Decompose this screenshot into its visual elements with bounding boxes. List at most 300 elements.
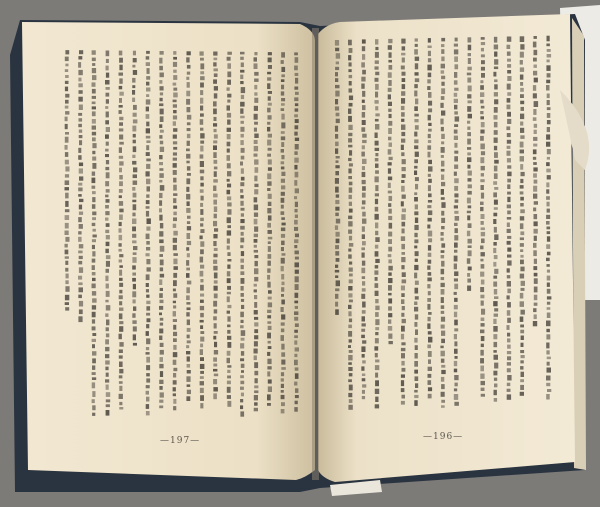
text-stroke — [467, 132, 471, 136]
text-stroke — [227, 225, 231, 228]
text-stroke — [200, 128, 203, 131]
text-stroke — [267, 127, 270, 132]
text-stroke — [133, 167, 137, 172]
text-stroke — [428, 380, 432, 385]
text-stroke — [65, 160, 69, 165]
text-stroke — [401, 293, 404, 297]
text-stroke — [468, 53, 471, 56]
text-stroke — [348, 393, 352, 397]
text-stroke — [389, 157, 393, 160]
text-stroke — [533, 266, 537, 270]
text-stroke — [455, 383, 458, 387]
text-stroke — [547, 227, 551, 230]
text-stroke — [227, 184, 231, 188]
text-stroke — [255, 378, 258, 383]
text-stroke — [240, 140, 243, 145]
text-stroke — [213, 109, 217, 115]
text-stroke — [375, 133, 378, 139]
text-stroke — [213, 101, 217, 106]
text-stroke — [146, 136, 151, 139]
text-stroke — [375, 373, 378, 378]
text-stroke — [159, 103, 163, 106]
text-stroke — [213, 52, 217, 56]
text-stroke — [441, 96, 445, 100]
text-stroke — [227, 120, 231, 125]
text-stroke — [173, 135, 177, 139]
text-stroke — [428, 210, 432, 215]
text-stroke — [187, 328, 191, 332]
text-stroke — [414, 273, 417, 279]
text-stroke — [105, 313, 108, 317]
text-stroke — [547, 127, 550, 132]
text-stroke — [254, 176, 257, 182]
text-stroke — [295, 367, 299, 370]
text-stroke — [186, 77, 189, 80]
text-stroke — [494, 227, 497, 233]
text-stroke — [362, 241, 366, 245]
text-stroke — [160, 343, 164, 347]
text-stroke — [200, 300, 204, 303]
text-stroke — [520, 185, 524, 189]
text-stroke — [414, 132, 417, 137]
text-stroke — [521, 288, 525, 291]
text-stroke — [227, 265, 230, 269]
text-stroke — [214, 58, 218, 61]
text-stroke — [481, 185, 484, 190]
text-stroke — [147, 186, 151, 191]
text-stroke — [213, 336, 216, 340]
text-stroke — [187, 122, 191, 125]
text-stroke — [468, 45, 472, 51]
text-stroke — [480, 144, 485, 150]
text-stroke — [200, 146, 203, 152]
text-stroke — [200, 265, 204, 269]
text-stroke — [375, 164, 379, 168]
text-stroke — [159, 400, 163, 403]
text-stroke — [267, 72, 271, 75]
text-stroke — [428, 260, 432, 264]
text-stroke — [213, 179, 218, 182]
text-stroke — [454, 80, 458, 84]
text-stroke — [254, 184, 258, 187]
text-stroke — [507, 37, 512, 42]
text-stroke — [133, 119, 138, 123]
text-stroke — [106, 127, 110, 132]
text-stroke — [160, 267, 163, 271]
text-stroke — [173, 158, 177, 161]
text-stroke — [159, 180, 162, 183]
text-stroke — [186, 187, 189, 192]
text-stroke — [79, 309, 83, 314]
text-stroke — [507, 302, 511, 307]
text-stroke — [106, 404, 110, 407]
text-stroke — [375, 124, 379, 130]
text-stroke — [375, 265, 379, 268]
text-stroke — [361, 127, 365, 132]
text-stroke — [268, 297, 272, 300]
text-stroke — [547, 289, 551, 294]
text-stroke — [454, 156, 458, 161]
text-stroke — [146, 283, 149, 287]
text-stroke — [348, 69, 351, 72]
text-stroke — [534, 295, 538, 301]
text-stroke — [281, 294, 284, 297]
text-stroke — [401, 257, 405, 262]
text-stroke — [415, 78, 419, 82]
text-stroke — [547, 209, 550, 213]
text-stroke — [468, 205, 472, 208]
text-stroke — [494, 390, 497, 395]
text-stroke — [349, 81, 352, 86]
text-stroke — [507, 98, 511, 103]
text-stroke — [267, 366, 271, 369]
text-stroke — [375, 365, 379, 370]
text-stroke — [428, 193, 432, 197]
text-stroke — [507, 325, 510, 330]
text-stroke — [428, 367, 432, 371]
text-stroke — [173, 325, 176, 330]
text-stroke — [481, 122, 485, 127]
text-stroke — [187, 320, 190, 326]
text-stroke — [173, 178, 176, 183]
text-stroke — [267, 352, 270, 356]
text-stroke — [507, 375, 511, 381]
text-stroke — [507, 84, 511, 90]
text-stroke — [227, 94, 231, 98]
text-stroke — [240, 312, 244, 318]
text-stroke — [520, 366, 523, 370]
text-stroke — [241, 370, 244, 373]
text-stroke — [282, 282, 285, 286]
text-stroke — [533, 162, 537, 165]
text-stroke — [480, 80, 483, 83]
text-stroke — [414, 192, 417, 195]
text-stroke — [254, 362, 258, 368]
text-stroke — [295, 108, 299, 111]
text-stroke — [547, 357, 551, 360]
text-stroke — [146, 88, 150, 92]
text-stroke — [507, 345, 511, 349]
text-stroke — [401, 361, 404, 366]
text-stroke — [227, 271, 231, 276]
text-stroke — [78, 251, 82, 254]
text-stroke — [547, 296, 552, 299]
text-stroke — [105, 134, 109, 138]
text-stroke — [146, 397, 149, 402]
text-stroke — [200, 161, 204, 167]
text-stroke — [401, 145, 404, 150]
text-stroke — [132, 200, 136, 203]
text-stroke — [119, 342, 123, 347]
text-stroke — [159, 200, 162, 206]
text-stroke — [414, 159, 418, 163]
text-stroke — [349, 187, 353, 192]
text-stroke — [214, 167, 218, 170]
text-stroke — [65, 69, 68, 72]
text-stroke — [160, 147, 164, 152]
text-stroke — [362, 134, 367, 138]
text-stroke — [147, 68, 150, 74]
text-stroke — [494, 173, 498, 179]
spine-shadow — [312, 28, 319, 480]
text-stroke — [547, 60, 550, 63]
text-stroke — [187, 233, 191, 239]
text-stroke — [173, 311, 176, 316]
text-stroke — [388, 121, 392, 126]
text-stroke — [454, 402, 459, 406]
text-stroke — [349, 350, 353, 353]
text-stroke — [441, 370, 445, 374]
text-stroke — [213, 260, 217, 264]
text-stroke — [214, 206, 217, 212]
text-stroke — [119, 301, 122, 305]
text-stroke — [348, 362, 352, 365]
text-stroke — [65, 250, 69, 255]
text-stroke — [200, 285, 204, 291]
text-stroke — [146, 352, 150, 355]
text-stroke — [520, 203, 524, 207]
text-stroke — [388, 232, 392, 237]
text-stroke — [92, 132, 96, 136]
text-stroke — [214, 248, 218, 251]
text-stroke — [454, 298, 458, 302]
text-stroke — [335, 67, 339, 70]
text-stroke — [186, 99, 190, 105]
text-stroke — [92, 204, 96, 209]
text-stroke — [546, 394, 550, 400]
text-stroke — [79, 163, 83, 167]
text-stroke — [214, 117, 217, 121]
text-stroke — [295, 323, 299, 327]
text-stroke — [159, 173, 163, 178]
text-stroke — [441, 70, 445, 73]
text-stroke — [467, 67, 471, 71]
text-stroke — [401, 342, 405, 345]
text-stroke — [362, 100, 365, 103]
text-stroke — [441, 317, 445, 322]
text-stroke — [415, 288, 419, 294]
text-stroke — [146, 391, 149, 395]
text-stroke — [295, 306, 298, 309]
text-stroke — [428, 46, 432, 49]
text-stroke — [92, 333, 96, 336]
text-stroke — [521, 355, 525, 358]
text-stroke — [187, 216, 191, 219]
text-stroke — [106, 93, 110, 97]
text-stroke — [213, 152, 216, 158]
text-stroke — [92, 372, 96, 375]
text-stroke — [105, 195, 108, 198]
text-stroke — [335, 134, 338, 139]
text-stroke — [534, 236, 537, 241]
text-stroke — [119, 334, 122, 340]
text-stroke — [227, 286, 231, 290]
text-stroke — [428, 238, 432, 242]
text-stroke — [546, 221, 550, 225]
text-stroke — [173, 128, 177, 132]
text-stroke — [146, 373, 150, 376]
text-stroke — [401, 106, 405, 110]
text-stroke — [227, 305, 231, 308]
text-stroke — [227, 278, 231, 283]
text-stroke — [361, 335, 365, 338]
text-stroke — [106, 160, 109, 164]
text-stroke — [92, 217, 96, 220]
text-stroke — [401, 112, 405, 117]
text-stroke — [119, 283, 123, 287]
text-stroke — [295, 138, 299, 141]
text-stroke — [534, 214, 538, 219]
text-stroke — [546, 65, 550, 71]
text-stroke — [547, 270, 550, 273]
text-stroke — [335, 302, 338, 307]
text-stroke — [428, 218, 432, 222]
text-stroke — [78, 217, 82, 222]
text-stroke — [375, 259, 379, 263]
text-stroke — [534, 50, 538, 55]
text-stroke — [92, 151, 95, 154]
text-stroke — [362, 219, 366, 224]
text-stroke — [546, 182, 549, 187]
text-stroke — [173, 141, 177, 144]
text-stroke — [214, 280, 218, 283]
text-stroke — [468, 239, 472, 244]
text-stroke — [493, 301, 497, 306]
text-stroke — [119, 235, 123, 240]
text-stroke — [507, 179, 511, 183]
text-stroke — [467, 94, 471, 98]
text-stroke — [254, 385, 258, 388]
text-stroke — [78, 183, 82, 186]
text-stroke — [388, 247, 392, 252]
text-stroke — [282, 223, 286, 226]
text-stroke — [92, 137, 96, 141]
text-stroke — [335, 251, 339, 256]
text-stroke — [187, 72, 190, 75]
text-stroke — [428, 174, 431, 177]
text-stroke — [533, 144, 537, 147]
text-stroke — [240, 57, 244, 60]
text-stroke — [295, 73, 299, 76]
text-stroke — [159, 329, 163, 334]
text-stroke — [362, 276, 365, 279]
text-stroke — [281, 91, 284, 95]
text-stroke — [78, 155, 81, 160]
text-stroke — [281, 314, 285, 319]
text-stroke — [146, 365, 150, 370]
text-stroke — [92, 68, 96, 73]
text-stroke — [534, 65, 537, 68]
text-stroke — [186, 260, 189, 266]
text-stroke — [268, 52, 272, 55]
text-stroke — [281, 395, 285, 399]
text-stroke — [281, 192, 285, 196]
text-stroke — [186, 376, 190, 382]
text-stroke — [336, 194, 339, 197]
text-stroke — [254, 213, 258, 217]
text-stroke — [415, 314, 418, 319]
text-stroke — [520, 255, 523, 258]
text-stroke — [78, 188, 82, 192]
text-stroke — [507, 151, 511, 156]
text-stroke — [494, 59, 498, 64]
text-stroke — [441, 243, 445, 247]
text-stroke — [520, 209, 525, 213]
text-stroke — [281, 228, 285, 232]
text-stroke — [106, 333, 109, 337]
text-stroke — [388, 306, 392, 310]
text-stroke — [186, 351, 190, 354]
text-stroke — [507, 158, 511, 162]
text-stroke — [441, 161, 444, 167]
text-stroke — [227, 171, 231, 176]
text-stroke — [173, 100, 177, 103]
text-stroke — [241, 177, 245, 181]
text-stroke — [375, 153, 378, 156]
text-stroke — [467, 73, 471, 76]
text-stroke — [147, 218, 151, 224]
text-stroke — [227, 179, 230, 182]
text-stroke — [159, 124, 162, 128]
text-stroke — [362, 261, 365, 266]
text-stroke — [375, 185, 378, 191]
text-stroke — [105, 205, 109, 209]
text-stroke — [65, 256, 69, 259]
text-stroke — [78, 237, 82, 242]
text-stroke — [481, 280, 485, 285]
text-stroke — [281, 136, 285, 140]
text-stroke — [254, 390, 258, 393]
text-stroke — [534, 180, 538, 184]
text-stroke — [146, 378, 150, 382]
text-stroke — [533, 321, 537, 326]
text-stroke — [213, 241, 216, 246]
text-stroke — [173, 245, 177, 250]
text-stroke — [254, 57, 258, 61]
text-stroke — [187, 390, 191, 394]
text-stroke — [481, 232, 485, 236]
text-stroke — [348, 158, 352, 161]
text-stroke — [79, 105, 83, 111]
text-stroke — [186, 247, 189, 251]
text-stroke — [494, 79, 497, 82]
text-stroke — [119, 135, 123, 140]
text-stroke — [227, 365, 231, 368]
text-stroke — [454, 93, 458, 97]
text-stroke — [254, 197, 258, 202]
text-stroke — [415, 345, 418, 350]
text-stroke — [520, 249, 523, 252]
text-stroke — [119, 189, 123, 193]
text-stroke — [186, 302, 190, 305]
text-stroke — [214, 294, 218, 299]
text-stroke — [481, 42, 485, 45]
text-stroke — [507, 119, 511, 124]
text-stroke — [92, 157, 96, 161]
text-stroke — [65, 231, 69, 236]
text-stroke — [105, 367, 108, 371]
text-stroke — [546, 350, 549, 354]
text-stroke — [241, 251, 244, 256]
text-stroke — [454, 264, 457, 270]
text-stroke — [335, 91, 339, 97]
text-stroke — [200, 203, 203, 207]
text-stroke — [480, 358, 484, 363]
text-stroke — [106, 112, 109, 118]
text-stroke — [173, 163, 177, 168]
text-stroke — [78, 83, 82, 87]
text-stroke — [147, 267, 151, 271]
